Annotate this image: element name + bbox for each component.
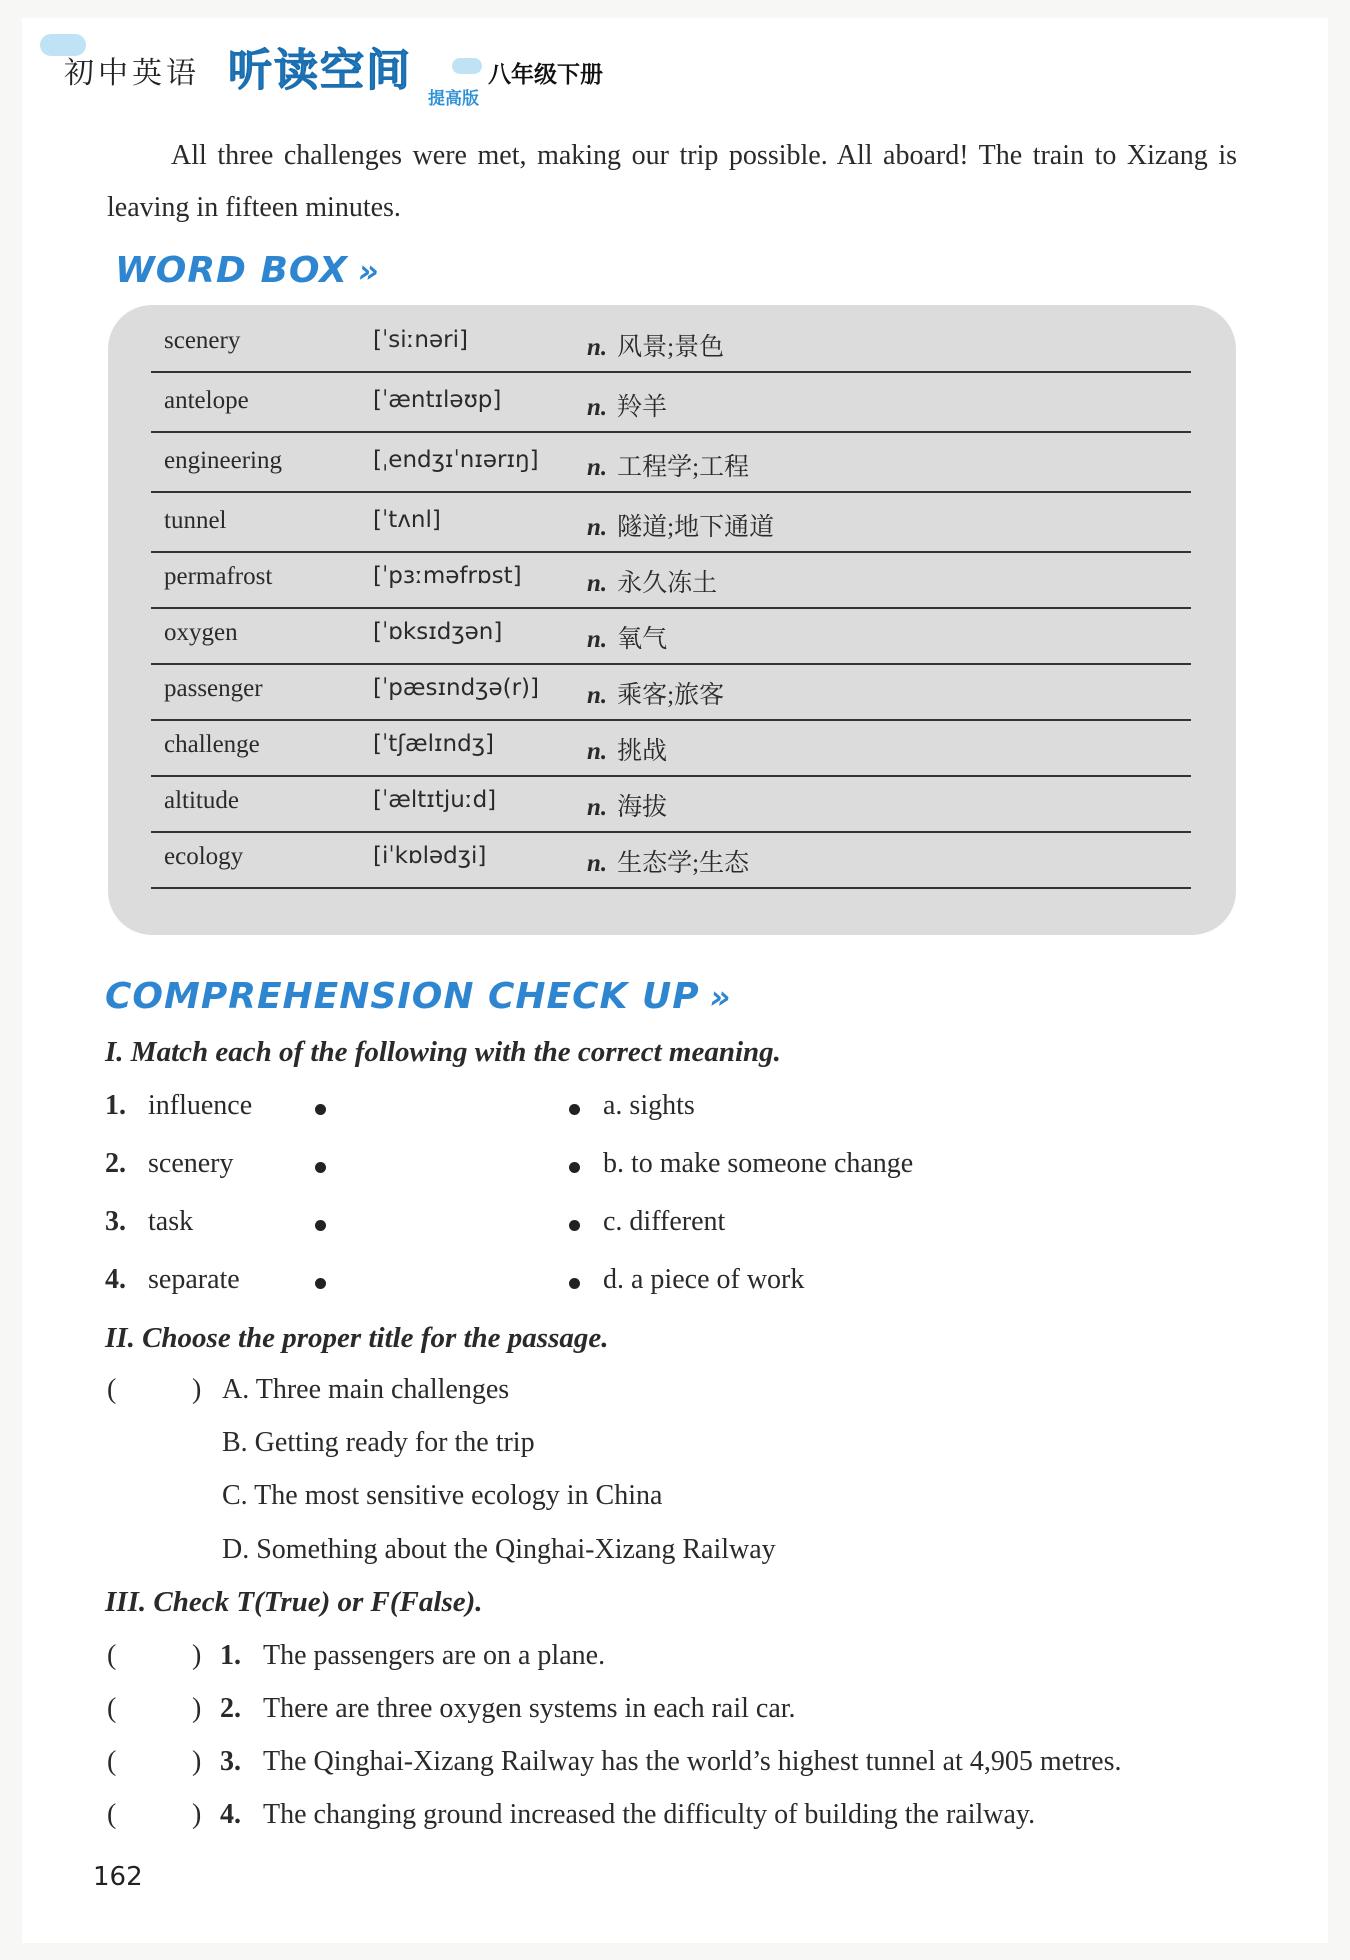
answer-blank-open: ( [107, 1693, 117, 1724]
match-dot[interactable] [315, 1220, 326, 1231]
phonetic: [ˈpɜːməfrɒst] [373, 563, 522, 589]
double-chevron-icon: » [709, 978, 732, 1016]
answer-blank-close: ) [192, 1640, 202, 1671]
phonetic: [ˈpæsɪndʒə(r)] [373, 675, 539, 701]
page-number: 162 [93, 1862, 143, 1892]
word-row [151, 831, 1191, 889]
edition-label: 提高版 [428, 89, 479, 109]
statement: The passengers are on a plane. [263, 1640, 606, 1671]
match-row: 4. separate d. a piece of work [105, 1264, 805, 1295]
meaning: n. 风景;景色 [587, 334, 725, 361]
word: antelope [164, 387, 249, 414]
phonetic: [ˈsiːnəri] [373, 327, 468, 353]
answer-blank-open: ( [107, 1799, 117, 1830]
match-row: 2. scenery b. to make someone change [105, 1148, 914, 1179]
match-dot[interactable] [315, 1104, 326, 1115]
phonetic: [iˈkɒlədʒi] [373, 843, 487, 869]
intro-paragraph: All three challenges were met, making our trip possible. All aboard! The train to Xizang is leaving in fifteen minutes. [107, 140, 1237, 223]
word-box [108, 305, 1236, 935]
phonetic: [ˈtʃælɪndʒ] [373, 731, 494, 757]
word-row [151, 435, 1191, 493]
brand-logo: 听读空间 [228, 45, 412, 96]
match-dot[interactable] [569, 1162, 580, 1173]
match-row: 1. influence a. sights [105, 1090, 695, 1121]
match-row: 3. task c. different [105, 1206, 726, 1237]
item-number: 4. [220, 1799, 241, 1830]
phonetic: [ˈæntɪləʊp] [373, 387, 502, 413]
word: challenge [164, 731, 260, 758]
answer-blank-open: ( [107, 1374, 117, 1405]
choice-option: A. Three main challenges [222, 1374, 510, 1405]
word: permafrost [164, 563, 273, 590]
answer-blank-open: ( [107, 1640, 117, 1671]
phonetic: [ˈtʌnl] [373, 507, 441, 533]
meaning: n. 氧气 [587, 626, 668, 653]
item-number: 3. [220, 1746, 241, 1777]
cloud-icon [452, 58, 482, 74]
word: scenery [164, 327, 241, 354]
answer-blank-close: ) [192, 1693, 202, 1724]
meaning: n. 永久冻土 [587, 570, 718, 597]
word: ecology [164, 843, 244, 870]
answer-blank-close: ) [192, 1746, 202, 1777]
page-header [40, 30, 740, 110]
word-row [151, 495, 1191, 553]
match-dot[interactable] [569, 1278, 580, 1289]
word-row [151, 607, 1191, 665]
answer-blank-close: ) [192, 1374, 202, 1405]
match-dot[interactable] [315, 1278, 326, 1289]
word: tunnel [164, 507, 227, 534]
meaning: n. 海拔 [587, 794, 668, 821]
match-dot[interactable] [569, 1104, 580, 1115]
meaning: n. 乘客;旅客 [587, 682, 725, 709]
word-box-title: WORD BOX » [115, 250, 380, 291]
choice-option: C. The most sensitive ecology in China [222, 1480, 663, 1511]
choice-option: B. Getting ready for the trip [222, 1427, 535, 1458]
match-dot[interactable] [315, 1162, 326, 1173]
answer-blank-open: ( [107, 1746, 117, 1777]
word-row [151, 719, 1191, 777]
word: oxygen [164, 619, 238, 646]
word: engineering [164, 447, 283, 474]
answer-blank-close: ) [192, 1799, 202, 1830]
phonetic: [ˈæltɪtjuːd] [373, 787, 497, 813]
phonetic: [ˌendʒɪˈnɪərɪŋ] [373, 447, 539, 473]
meaning: n. 挑战 [587, 738, 668, 765]
phonetic: [ˈɒksɪdʒən] [373, 619, 503, 645]
word-row [151, 775, 1191, 833]
statement: The Qinghai-Xizang Railway has the world’s highest tunnel at 4,905 metres. [263, 1746, 1122, 1777]
word-row [151, 375, 1191, 433]
double-chevron-icon: » [357, 252, 380, 290]
statement: The changing ground increased the difficulty of building the railway. [263, 1799, 1036, 1830]
meaning: n. 工程学;工程 [587, 454, 750, 481]
item-number: 1. [220, 1640, 241, 1671]
match-dot[interactable] [569, 1220, 580, 1231]
word-row [151, 663, 1191, 721]
item-number: 2. [220, 1693, 241, 1724]
series-name: 初中英语 [64, 56, 200, 91]
word-row [151, 551, 1191, 609]
grade-label: 八年级下册 [488, 62, 603, 88]
meaning: n. 羚羊 [587, 394, 668, 421]
part2-heading: II. Choose the proper title for the passage. [105, 1322, 609, 1354]
part3-heading: III. Check T(True) or F(False). [105, 1586, 483, 1618]
word: altitude [164, 787, 239, 814]
word: passenger [164, 675, 263, 702]
choice-option: D. Something about the Qinghai-Xizang Railway [222, 1534, 776, 1565]
word-row [151, 315, 1191, 373]
meaning: n. 生态学;生态 [587, 850, 750, 877]
part1-heading: I. Match each of the following with the correct meaning. [105, 1036, 781, 1068]
statement: There are three oxygen systems in each rail car. [263, 1693, 796, 1724]
comprehension-title: COMPREHENSION CHECK UP » [105, 976, 732, 1017]
meaning: n. 隧道;地下通道 [587, 514, 775, 541]
